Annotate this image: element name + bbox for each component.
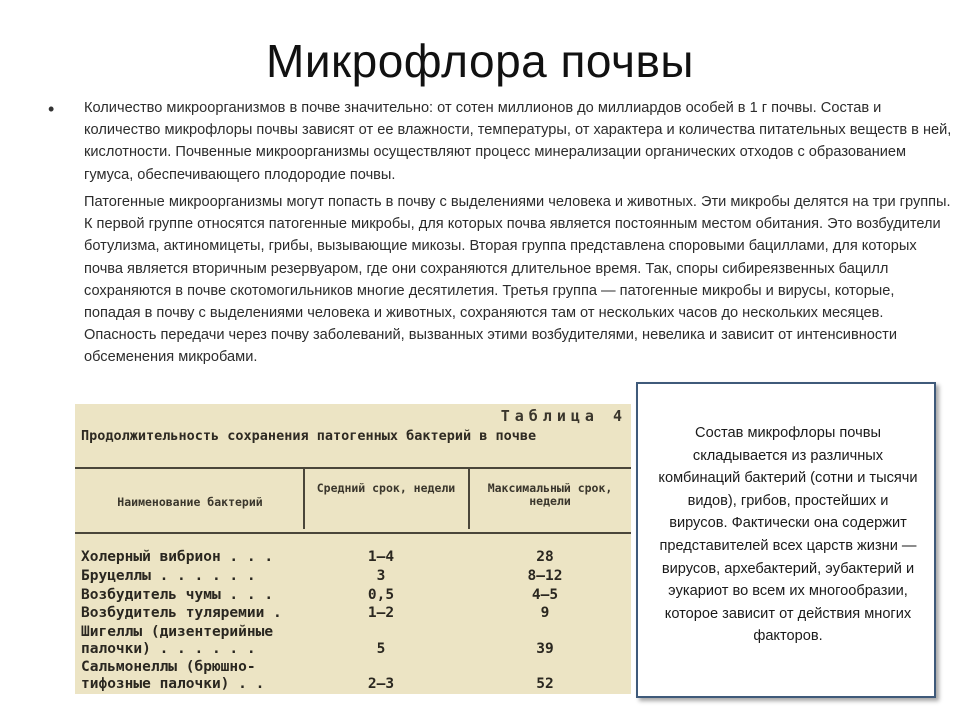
bacteria-name: Сальмонеллы (брюшно- [81,659,256,675]
bacteria-name: Холерный вибрион . . . [81,549,274,565]
average-term: 2—3 [367,676,395,692]
table-number: Таблица 4 [500,407,627,425]
note-text: Состав микрофлоры почвы складывается из различных комбинаций бактерий (сотни и тысячи видов), грибов, простейших и вирусов. Фактически она содержит представителей всех царств жизни — вирусов, архебактерий, эубактерий и эукариот во всем их многообразии, которое зависит от действия многих факторов. [658,425,918,645]
table-column-divider [303,469,305,529]
bacteria-name: Шигеллы (дизентерийные [81,624,274,640]
bacteria-name: Возбудитель туляремии . [81,605,282,621]
table-column-divider [468,469,470,529]
maximum-term: 4—5 [531,587,559,603]
paragraph-pathogenic-microorganisms: Патогенные микроорганизмы могут попасть в почву с выделениями человека и животных. Эти микробы делятся на три группы. К первой группе относятся патогенные микробы, для которых почва является постоянным местом обитания. Это возбудители ботулизма, актиномицеты, грибы, вызывающие микозы. Вторая группа представлена споровыми бациллами, для которых почва является вторичным резервуаром, где они сохраняются длительное время. Так, споры сибиреязвенных бацилл сохраняются в почве скотомогильников многие десятилетия. Третья группа — патогенные микробы и вирусы, которые, попадая в почву с выделениями человека и животных, сохраняются там от нескольких часов до нескольких месяцев. Опасность передачи через почву заболеваний, вызванных этими возбудителями, невелика и зависит от интенсивности обсеменения микробами. [84,194,951,366]
bullet-marker: • [48,99,55,119]
bacteria-name: Бруцеллы . . . . . . [81,568,256,584]
header-maximum-term: Максимальный срок, недели [487,481,613,508]
slide-title: Микрофлора почвы [266,35,694,87]
header-average-term: Средний срок, недели [316,481,456,495]
paragraph-soil-microorganisms: Количество микроорганизмов в почве значительно: от сотен миллионов до миллиардов особей в 1 г почвы. Состав и количество микрофлоры почвы зависят от ее влажности, температуры, от характера и количества питательных веществ в ней, кислотности. Почвенные микроорганизмы осуществляют процесс минерализации органических отходов с образованием гумуса, обеспечивающего плодородие почвы. [84,100,952,183]
note-box [636,382,936,698]
table-top-rule [75,467,631,469]
average-term: 3 [376,568,386,584]
table-title: Продолжительность сохранения патогенных бактерий в почве [81,428,537,444]
bacteria-name: тифозные палочки) . . [81,676,265,692]
scanned-table [75,404,631,694]
header-bacteria-name: Наименование бактерий [117,495,263,509]
maximum-term: 8—12 [527,568,563,584]
average-term: 1—2 [367,605,395,621]
average-term: 1—4 [367,549,395,565]
table-header-rule [75,532,631,534]
bacteria-name: палочки) . . . . . . [81,641,256,657]
average-term: 0,5 [367,587,395,603]
maximum-term: 52 [536,676,554,692]
maximum-term: 39 [536,641,554,657]
maximum-term: 9 [540,605,550,621]
average-term: 5 [376,641,386,657]
maximum-term: 28 [536,549,554,565]
bacteria-name: Возбудитель чумы . . . [81,587,274,603]
